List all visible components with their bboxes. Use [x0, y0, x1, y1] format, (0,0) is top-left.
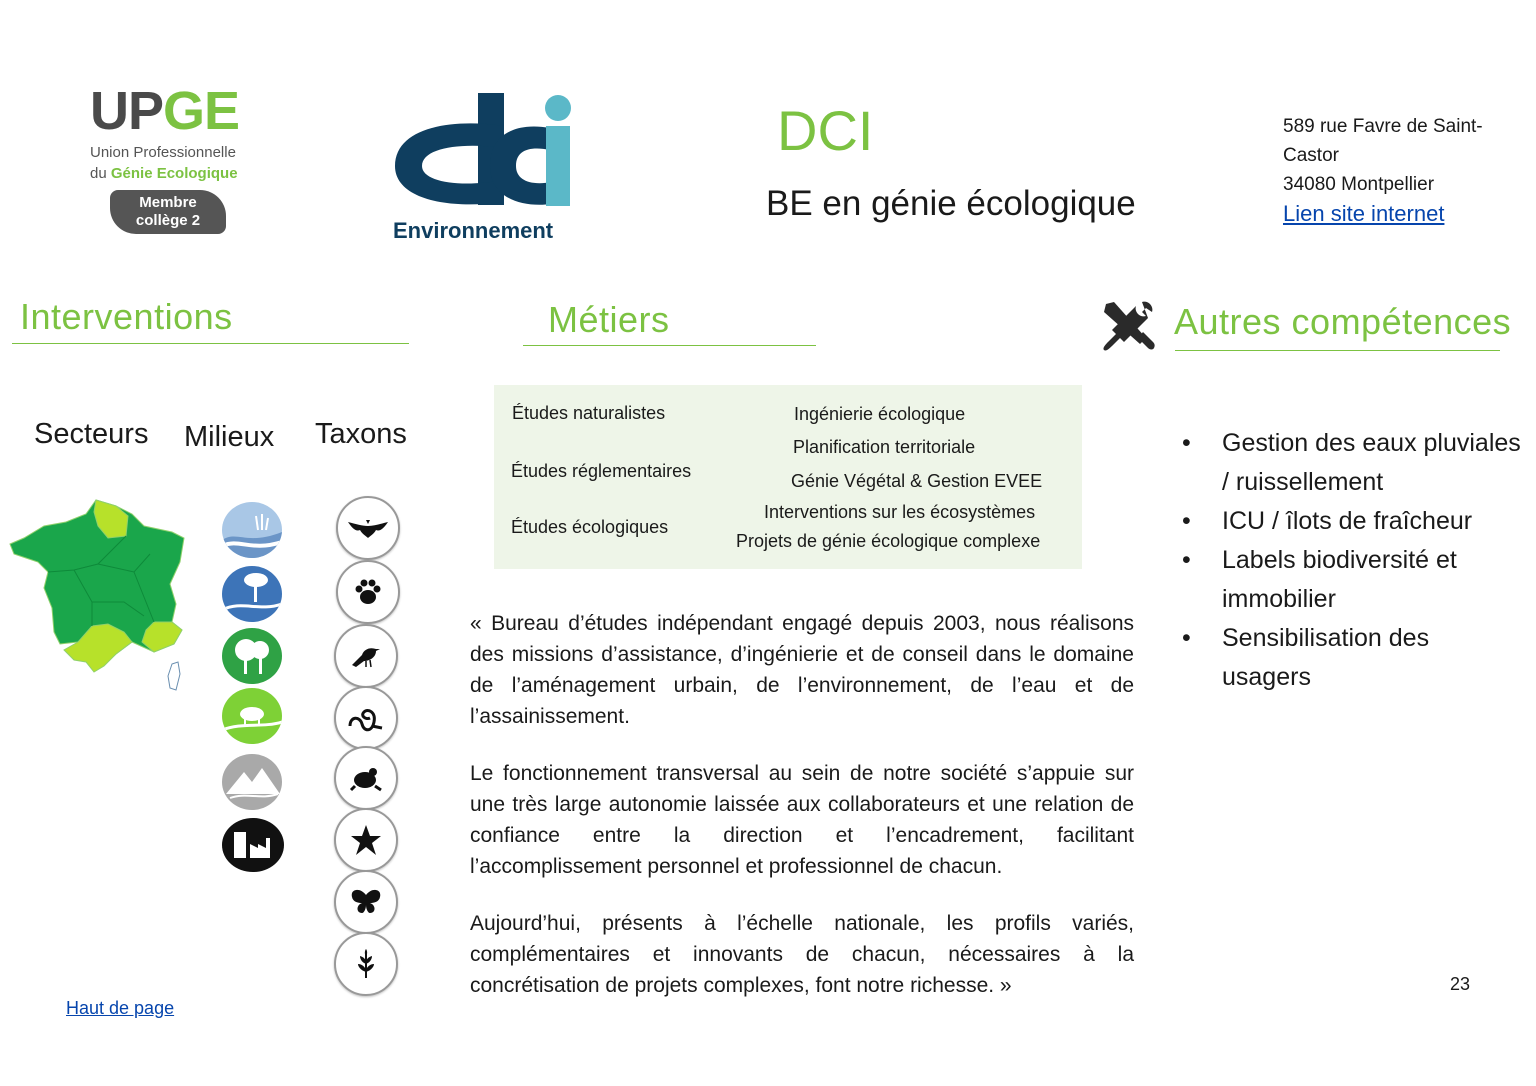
- tools-icon: [1100, 298, 1156, 354]
- address-line-2: Castor: [1283, 145, 1339, 166]
- metier-left-1: Études naturalistes: [512, 403, 666, 423]
- metier-right-4: Interventions sur les écosystèmes: [764, 502, 1036, 522]
- dci-environnement-label: Environnement: [393, 218, 554, 243]
- metiers-title: Métiers: [548, 299, 670, 340]
- autres-underline: [1175, 350, 1500, 351]
- urban-industrial-icon: [222, 818, 284, 872]
- metier-right-2: Planification territoriale: [793, 437, 976, 457]
- metier-right-5: Projets de génie écologique complexe: [736, 531, 1041, 551]
- list-item: • ICU / îlots de fraîcheur: [1182, 502, 1522, 541]
- metiers-underline: [523, 345, 816, 346]
- company-subtitle: BE en génie écologique: [766, 184, 1136, 223]
- description-paragraph-2: Le fonctionnement transversal au sein de notre société s’appuie sur une très large autonomie laissée aux collaborateurs et une relation de confiance entre la direction et l’encadrement, facilitant l’accomplissement personnel et professionnel de chacun.: [470, 762, 1134, 878]
- grassland-icon: [222, 688, 282, 744]
- metiers-box: [494, 385, 1082, 569]
- page-number: 23: [1450, 974, 1471, 994]
- dci-letters-graphic: [390, 88, 580, 213]
- mountain-icon: [222, 754, 282, 810]
- paw-icon: [336, 560, 400, 624]
- website-link[interactable]: Lien site internet: [1283, 201, 1445, 226]
- address-line-1: 589 rue Favre de Saint-: [1283, 116, 1483, 137]
- metier-right-3: Génie Végétal & Gestion EVEE: [791, 471, 1043, 491]
- membre-badge: Membre collège 2: [110, 190, 226, 234]
- wetland-icon: [222, 566, 282, 622]
- littoral-icon: [222, 502, 282, 558]
- secteurs-heading: Secteurs: [34, 418, 149, 450]
- description: [470, 608, 1134, 1001]
- dci-logo: [390, 88, 580, 248]
- plant-icon: [334, 932, 398, 996]
- snake-icon: [334, 686, 398, 750]
- autres-title: Autres compétences: [1174, 301, 1512, 342]
- interventions-underline: [12, 343, 409, 344]
- address-block: [1283, 112, 1483, 228]
- list-item: • Sensibilisation des usagers: [1182, 619, 1522, 697]
- interventions-title: Interventions: [20, 296, 233, 337]
- upge-logo: [90, 81, 260, 239]
- autres-competences-list: [1182, 424, 1522, 697]
- france-map: [4, 492, 190, 702]
- metier-left-2: Études réglementaires: [511, 461, 692, 481]
- starfish-icon: [334, 808, 398, 872]
- list-item: • Labels biodiversité et immobilier: [1182, 541, 1522, 619]
- description-paragraph-1: « Bureau d’études indépendant engagé depuis 2003, nous réalisons des missions d’assistance, d’ingénierie et de conseil dans le domaine de l’aménagement urbain, de l’environnement, de l’eau et de l’assainissement.: [470, 612, 1134, 728]
- address-line-3: 34080 Montpellier: [1283, 174, 1435, 195]
- bat-icon: [336, 496, 400, 560]
- upge-line-2: du Génie Ecologique: [90, 165, 238, 182]
- description-paragraph-3: Aujourd’hui, présents à l’échelle nationale, les profils variés, complémentaires et innovants de chacun, nécessaires à la concrétisation de projets complexes, font notre richesse. »: [470, 912, 1134, 997]
- bird-icon: [334, 624, 398, 688]
- butterfly-icon: [334, 870, 398, 934]
- upge-wordmark: UPGE: [90, 81, 240, 141]
- milieux-heading: Milieux: [184, 421, 275, 453]
- list-item: • Gestion des eaux pluviales / ruissellement: [1182, 424, 1522, 502]
- company-name: DCI: [777, 99, 874, 162]
- forest-icon: [222, 628, 282, 684]
- metier-left-3: Études écologiques: [511, 517, 669, 537]
- taxons-heading: Taxons: [315, 418, 407, 450]
- metier-right-1: Ingénierie écologique: [794, 404, 966, 424]
- frog-icon: [334, 746, 398, 810]
- upge-line-1: Union Professionnelle: [90, 144, 236, 161]
- back-to-top-link[interactable]: Haut de page: [66, 998, 175, 1018]
